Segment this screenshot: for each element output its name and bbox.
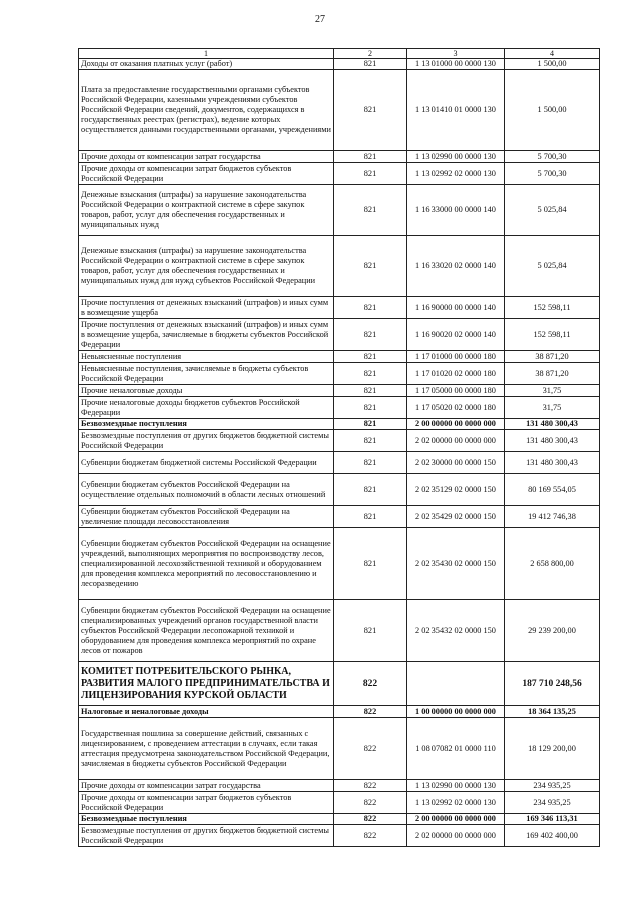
row-code: 822 bbox=[334, 825, 407, 847]
row-code: 821 bbox=[334, 600, 407, 662]
row-kbk: 1 13 02992 02 0000 130 bbox=[407, 792, 505, 814]
row-name: Безвозмездные поступления от других бюджетов бюджетной системы Российской Федерации bbox=[79, 430, 334, 452]
row-amount: 131 480 300,43 bbox=[505, 452, 600, 474]
row-amount: 38 871,20 bbox=[505, 351, 600, 363]
row-code: 821 bbox=[334, 319, 407, 351]
table-row bbox=[79, 430, 600, 452]
table-row bbox=[79, 792, 600, 814]
row-kbk: 2 00 00000 00 0000 000 bbox=[407, 814, 505, 825]
row-amount: 152 598,11 bbox=[505, 319, 600, 351]
table-row bbox=[79, 706, 600, 718]
row-amount: 169 402 400,00 bbox=[505, 825, 600, 847]
row-name: Субвенции бюджетам субъектов Российской Федерации на увеличение площади лесовосстановления bbox=[79, 506, 334, 528]
row-kbk: 2 00 00000 00 0000 000 bbox=[407, 419, 505, 430]
row-code: 821 bbox=[334, 70, 407, 151]
row-name: Прочие доходы от компенсации затрат государства bbox=[79, 780, 334, 792]
row-code: 822 bbox=[334, 718, 407, 780]
row-kbk: 1 08 07082 01 0000 110 bbox=[407, 718, 505, 780]
row-code: 822 bbox=[334, 662, 407, 706]
row-amount: 169 346 113,31 bbox=[505, 814, 600, 825]
row-kbk: 1 13 02990 00 0000 130 bbox=[407, 780, 505, 792]
row-amount: 80 169 554,05 bbox=[505, 474, 600, 506]
header-col-2: 2 bbox=[334, 49, 407, 59]
row-code: 821 bbox=[334, 163, 407, 185]
table-row bbox=[79, 419, 600, 430]
row-name: Прочие поступления от денежных взысканий (штрафов) и иных сумм в возмещение ущерба, зачисляемые в бюджеты субъектов Российской Федерации bbox=[79, 319, 334, 351]
table-row bbox=[79, 825, 600, 847]
row-name: Прочие неналоговые доходы бюджетов субъектов Российской Федерации bbox=[79, 397, 334, 419]
row-code: 821 bbox=[334, 419, 407, 430]
table-row bbox=[79, 452, 600, 474]
row-kbk: 1 16 33000 00 0000 140 bbox=[407, 185, 505, 236]
row-kbk: 1 17 05020 02 0000 180 bbox=[407, 397, 505, 419]
table-row bbox=[79, 506, 600, 528]
row-amount: 31,75 bbox=[505, 385, 600, 397]
row-amount: 2 658 800,00 bbox=[505, 528, 600, 600]
row-amount: 234 935,25 bbox=[505, 792, 600, 814]
table-row bbox=[79, 474, 600, 506]
row-kbk: 1 16 90000 00 0000 140 bbox=[407, 297, 505, 319]
row-code: 821 bbox=[334, 363, 407, 385]
row-name: Плата за предоставление государственными органами субъектов Российской Федерации, казенными учреждениями субъектов Российской Федерации сведений, документов, содержащихся в государственных реестрах (регистрах), ведение которых осуществляется данными государственными органами, учреждениями bbox=[79, 70, 334, 151]
row-code: 821 bbox=[334, 506, 407, 528]
row-kbk: 2 02 35129 02 0000 150 bbox=[407, 474, 505, 506]
table-row bbox=[79, 319, 600, 351]
row-amount: 152 598,11 bbox=[505, 297, 600, 319]
table-row bbox=[79, 780, 600, 792]
table-row bbox=[79, 163, 600, 185]
row-kbk: 2 02 35432 02 0000 150 bbox=[407, 600, 505, 662]
row-name: Денежные взыскания (штрафы) за нарушение законодательства Российской Федерации о контрактной системе в сфере закупок товаров, работ, услуг для обеспечения государственных и муниципальных нужд для нужд субъектов Российской Федерации bbox=[79, 236, 334, 297]
row-kbk: 1 16 33020 02 0000 140 bbox=[407, 236, 505, 297]
row-name: Невыясненные поступления bbox=[79, 351, 334, 363]
row-amount: 38 871,20 bbox=[505, 363, 600, 385]
row-kbk: 1 13 02992 02 0000 130 bbox=[407, 163, 505, 185]
revenue-table bbox=[78, 48, 600, 847]
row-kbk: 2 02 30000 00 0000 150 bbox=[407, 452, 505, 474]
row-kbk bbox=[407, 662, 505, 706]
table-row bbox=[79, 718, 600, 780]
table-row bbox=[79, 297, 600, 319]
row-name: КОМИТЕТ ПОТРЕБИТЕЛЬСКОГО РЫНКА, РАЗВИТИЯ МАЛОГО ПРЕДПРИНИМАТЕЛЬСТВА И ЛИЦЕНЗИРОВАНИЯ КУРСКОЙ ОБЛАСТИ bbox=[79, 662, 334, 706]
row-name: Государственная пошлина за совершение действий, связанных с лицензированием, с проведением аттестации в случаях, если такая аттестация предусмотрена законодательством Российской Федерации, зачисляемая в бюджеты субъектов Российской Федерации bbox=[79, 718, 334, 780]
row-code: 821 bbox=[334, 385, 407, 397]
header-col-4: 4 bbox=[505, 49, 600, 59]
row-kbk: 1 00 00000 00 0000 000 bbox=[407, 706, 505, 718]
row-amount: 187 710 248,56 bbox=[505, 662, 600, 706]
table-row bbox=[79, 363, 600, 385]
table-row bbox=[79, 151, 600, 163]
row-amount: 1 500,00 bbox=[505, 59, 600, 70]
row-name: Прочие доходы от компенсации затрат государства bbox=[79, 151, 334, 163]
table-row bbox=[79, 528, 600, 600]
row-kbk: 2 02 00000 00 0000 000 bbox=[407, 825, 505, 847]
table-row bbox=[79, 59, 600, 70]
row-kbk: 1 17 01000 00 0000 180 bbox=[407, 351, 505, 363]
row-kbk: 2 02 35430 02 0000 150 bbox=[407, 528, 505, 600]
row-amount: 19 412 746,38 bbox=[505, 506, 600, 528]
row-amount: 1 500,00 bbox=[505, 70, 600, 151]
row-code: 821 bbox=[334, 297, 407, 319]
row-code: 821 bbox=[334, 185, 407, 236]
row-kbk: 2 02 35429 02 0000 150 bbox=[407, 506, 505, 528]
row-name: Безвозмездные поступления bbox=[79, 814, 334, 825]
row-name: Невыясненные поступления, зачисляемые в бюджеты субъектов Российской Федерации bbox=[79, 363, 334, 385]
row-code: 821 bbox=[334, 452, 407, 474]
row-amount: 5 025,84 bbox=[505, 236, 600, 297]
table-row bbox=[79, 814, 600, 825]
row-code: 821 bbox=[334, 474, 407, 506]
table-row bbox=[79, 185, 600, 236]
row-code: 821 bbox=[334, 151, 407, 163]
row-amount: 131 480 300,43 bbox=[505, 419, 600, 430]
row-name: Прочие неналоговые доходы bbox=[79, 385, 334, 397]
row-amount: 18 364 135,25 bbox=[505, 706, 600, 718]
row-name: Субвенции бюджетам субъектов Российской Федерации на оснащение специализированных учреждений органов государственной власти субъектов Российской Федерации лесопожарной техникой и оборудованием для проведения комплекса мероприятий по охране лесов от пожаров bbox=[79, 600, 334, 662]
row-code: 821 bbox=[334, 397, 407, 419]
row-amount: 5 700,30 bbox=[505, 151, 600, 163]
row-code: 821 bbox=[334, 351, 407, 363]
row-code: 822 bbox=[334, 814, 407, 825]
row-name: Налоговые и неналоговые доходы bbox=[79, 706, 334, 718]
row-name: Безвозмездные поступления от других бюджетов бюджетной системы Российской Федерации bbox=[79, 825, 334, 847]
row-kbk: 1 16 90020 02 0000 140 bbox=[407, 319, 505, 351]
table-row bbox=[79, 385, 600, 397]
row-amount: 5 025,84 bbox=[505, 185, 600, 236]
row-name: Денежные взыскания (штрафы) за нарушение законодательства Российской Федерации о контрактной системе в сфере закупок товаров, работ, услуг для обеспечения государственных и муниципальных нужд bbox=[79, 185, 334, 236]
table-row bbox=[79, 397, 600, 419]
row-code: 822 bbox=[334, 780, 407, 792]
row-name: Доходы от оказания платных услуг (работ) bbox=[79, 59, 334, 70]
row-name: Прочие доходы от компенсации затрат бюджетов субъектов Российской Федерации bbox=[79, 163, 334, 185]
row-code: 821 bbox=[334, 59, 407, 70]
table-row bbox=[79, 70, 600, 151]
row-name: Прочие доходы от компенсации затрат бюджетов субъектов Российской Федерации bbox=[79, 792, 334, 814]
row-code: 821 bbox=[334, 236, 407, 297]
row-name: Субвенции бюджетам субъектов Российской Федерации на осуществление отдельных полномочий в области лесных отношений bbox=[79, 474, 334, 506]
table-row bbox=[79, 351, 600, 363]
row-amount: 29 239 200,00 bbox=[505, 600, 600, 662]
row-amount: 31,75 bbox=[505, 397, 600, 419]
row-name: Прочие поступления от денежных взысканий (штрафов) и иных сумм в возмещение ущерба bbox=[79, 297, 334, 319]
table-header-row bbox=[79, 49, 600, 59]
row-kbk: 2 02 00000 00 0000 000 bbox=[407, 430, 505, 452]
row-code: 821 bbox=[334, 430, 407, 452]
row-amount: 18 129 200,00 bbox=[505, 718, 600, 780]
row-amount: 234 935,25 bbox=[505, 780, 600, 792]
row-amount: 131 480 300,43 bbox=[505, 430, 600, 452]
table-row bbox=[79, 662, 600, 706]
row-code: 822 bbox=[334, 706, 407, 718]
row-kbk: 1 13 02990 00 0000 130 bbox=[407, 151, 505, 163]
table-body bbox=[79, 49, 600, 847]
header-col-3: 3 bbox=[407, 49, 505, 59]
row-kbk: 1 13 01000 00 0000 130 bbox=[407, 59, 505, 70]
page-number: 27 bbox=[315, 14, 325, 25]
header-col-1: 1 bbox=[79, 49, 334, 59]
row-name: Субвенции бюджетам субъектов Российской Федерации на оснащение учреждений, выполняющих мероприятия по воспроизводству лесов, специализированной лесохозяйственной техникой и оборудованием для проведения комплекса мероприятий по лесовосстановлению и лесоразведению bbox=[79, 528, 334, 600]
row-code: 822 bbox=[334, 792, 407, 814]
row-kbk: 1 17 05000 00 0000 180 bbox=[407, 385, 505, 397]
row-name: Безвозмездные поступления bbox=[79, 419, 334, 430]
row-amount: 5 700,30 bbox=[505, 163, 600, 185]
row-code: 821 bbox=[334, 528, 407, 600]
table-row bbox=[79, 236, 600, 297]
row-kbk: 1 13 01410 01 0000 130 bbox=[407, 70, 505, 151]
row-name: Субвенции бюджетам бюджетной системы Российской Федерации bbox=[79, 452, 334, 474]
table-row bbox=[79, 600, 600, 662]
row-kbk: 1 17 01020 02 0000 180 bbox=[407, 363, 505, 385]
